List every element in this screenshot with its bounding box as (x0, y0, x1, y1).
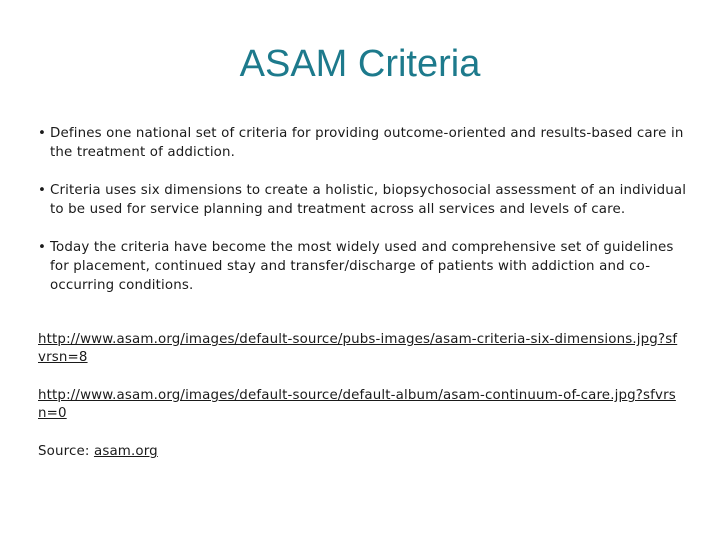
reference-links (38, 331, 678, 461)
bullet-marker-icon: • (38, 183, 47, 198)
bullet-item (38, 181, 688, 219)
bullet-marker-icon: • (38, 240, 47, 255)
continuum-of-care-link[interactable]: http://www.asam.org/images/default-source/default-album/asam-continuum-of-care.jpg?sfvrsn=0 (38, 388, 676, 421)
bullet-item (38, 238, 688, 295)
bullet-text: Defines one national set of criteria for providing outcome-oriented and results-based care in the treatment of addiction. (50, 126, 684, 160)
bullet-item (38, 124, 688, 162)
bullet-marker-icon: • (38, 126, 47, 141)
criteria-dimensions-link[interactable]: http://www.asam.org/images/default-source/pubs-images/asam-criteria-six-dimensions.jpg?sfvrsn=8 (38, 332, 678, 365)
source-link[interactable]: asam.org (93, 444, 158, 459)
source-label: Source: (38, 444, 94, 459)
bullet-text: Today the criteria have become the most widely used and comprehensive set of guidelines for placement, continued stay and transfer/discharge of patients with addiction and co-occurring conditions. (50, 240, 674, 293)
slide-title: ASAM Criteria (239, 43, 481, 85)
source-line (38, 443, 678, 461)
bullet-list (38, 124, 688, 314)
bullet-text: Criteria uses six dimensions to create a holistic, biopsychosocial assessment of an individual to be used for service planning and treatment across all services and levels of care. (50, 183, 687, 217)
